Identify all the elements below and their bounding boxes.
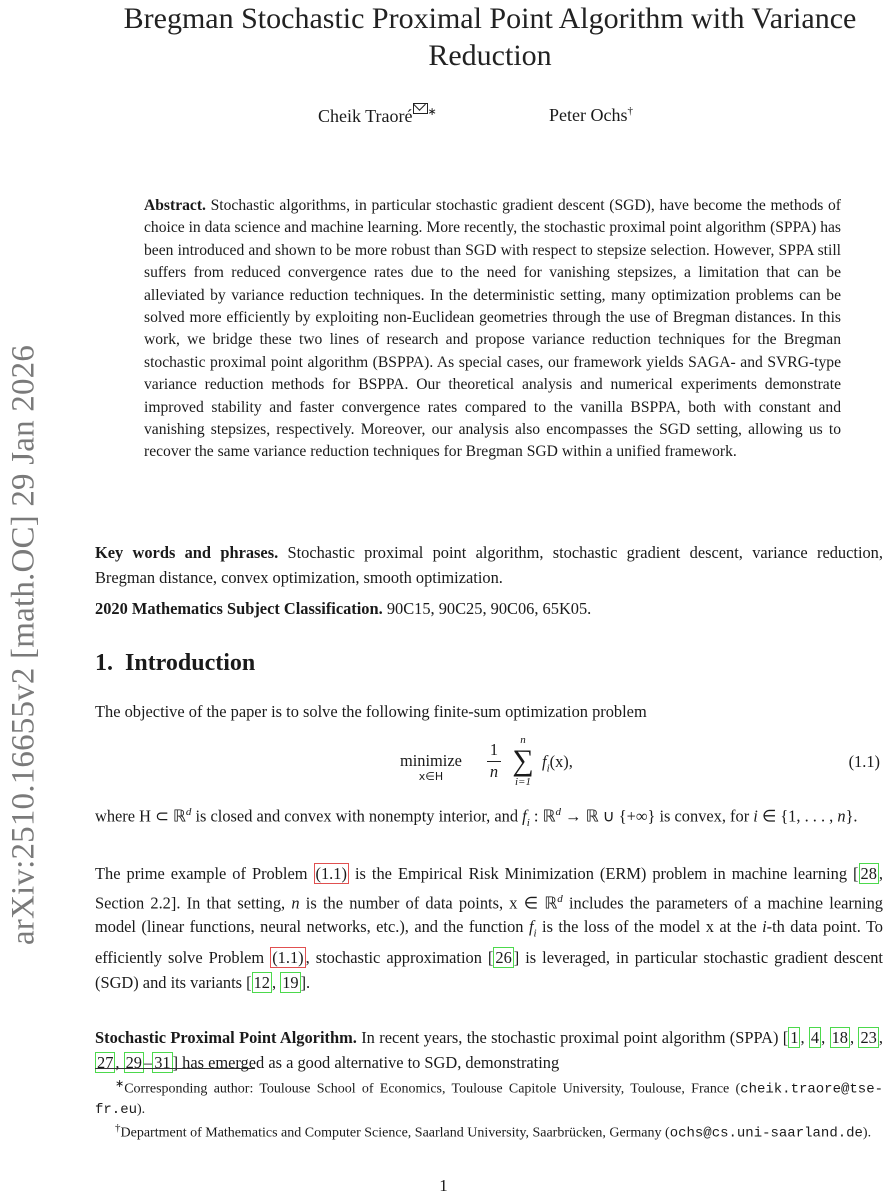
abstract-text: Stochastic algorithms, in particular stochastic gradient descent (SGD), have become the methods of choice in data science and machine learning. More recently, the stochastic proximal point algorithm (SPPA) has been introduced and shown to be more robust than SGD with respect to stepsize selection. However, SPPA still suffers from reduced convergence rates due to the need for vanishing stepsizes, a limitation that can be alleviated by variance reduction techniques. In the deterministic setting, many optimization problems can be solved more efficiently by exploiting non-Euclidean geometries through the use of Bregman distances. In this work, we bridge these two lines of research and propose variance reduction techniques for the Bregman stochastic proximal point algorithm (BSPPA). As special cases, our framework yields SAGA- and SVRG-type variance reduction methods for BSPPA. Our theoretical analysis and numerical experiments demonstrate improved stability and faster convergence rates compared to the vanilla BSPPA, both with constant and vanishing stepsizes, respectively. Moreover, our analysis also encompasses the SGD setting, allowing us to recover the same variance reduction techniques for Bregman SGD within a unified framework. (144, 197, 841, 461)
eq-sum-top: n (520, 734, 526, 746)
author-first (318, 105, 437, 127)
eq-ref-link[interactable]: (1.1) (272, 948, 304, 968)
p2-part: → ℝ ∪ {+∞} is convex, for (560, 806, 754, 826)
p3-part: is the loss of the model x at the (536, 917, 763, 937)
keywords (95, 541, 883, 590)
section-number: 1. (95, 650, 113, 676)
p2-part: is closed and convex with nonempty interior, and (191, 806, 523, 826)
page-number: 1 (439, 1176, 448, 1195)
intro-paragraph-3: The prime example of Problem (1.1) is the Empirical Risk Minimization (ERM) problem in machine learning [ 28 , Section 2.2]. In that setting, n is the number of data points, x ∈ ℝ$^d$ includes the parameters of a machine learning model (linear functions, neural networks, etc.), and the function $f_i$ is the loss of the model x at the i-th data point. To efficiently solve Problem (1.1) , stochastic approximation [ 26 ] is leveraged, in particular stochastic gradient descent (SGD) and its variants [ 12 , 19 ]. (95, 864, 884, 992)
mail-icon (413, 103, 428, 114)
footnote-1 (95, 1074, 883, 1120)
msc-classification (95, 597, 883, 622)
abstract (144, 195, 841, 464)
abstract-label: Abstract. (144, 197, 206, 214)
p3-f-sub: i (533, 927, 537, 940)
section-heading (95, 650, 255, 677)
citation-link[interactable]: 19 (282, 972, 299, 992)
eq-frac-den: n (489, 762, 499, 781)
p2-f-sub: i (526, 816, 530, 829)
p3-f: f (528, 917, 534, 937)
eq-operator (400, 751, 462, 783)
eq-body (542, 752, 573, 774)
title-line-2: Reduction (428, 39, 552, 72)
p4-part: In recent years, the stochastic proximal point algorithm (SPPA) (361, 1028, 783, 1047)
fn2-text: Department of Mathematics and Computer Science, Saarland University, Saarbrücken, Germany ( (120, 1125, 670, 1141)
arxiv-stamp (2, 195, 46, 1095)
citation-link[interactable]: 23 (860, 1028, 877, 1047)
intro-paragraph-2 (95, 800, 883, 835)
fn1-end: ). (137, 1101, 146, 1117)
citation-link[interactable]: 29 (125, 1052, 142, 1072)
eq-fraction (487, 740, 501, 782)
author-first-mark: ∗ (427, 106, 437, 118)
p3-part: is leveraged, in particular stochastic gradient descent (SGD) and its variants (95, 948, 883, 992)
eq-minimize-sub: x∈H (418, 770, 444, 783)
citation-link[interactable]: 28 (860, 864, 877, 883)
p3-part: includes the parameters of a machine learning model (linear functions, neural networks, etc.), and the function (95, 892, 883, 937)
eq-f-sub: i (546, 762, 550, 775)
eq-frac-num: 1 (489, 740, 499, 759)
citation-link[interactable]: 18 (831, 1028, 848, 1047)
msc-text: 90C15, 90C25, 90C06, 65K05. (386, 599, 592, 618)
p2-f: f (522, 806, 527, 826)
eq-ref-link[interactable]: (1.1) (315, 864, 347, 883)
eq-sum (509, 734, 537, 788)
p2-part: : ℝ (529, 806, 556, 826)
eq-minimize: minimize (400, 751, 462, 770)
equation-number: (1.1) (848, 752, 880, 771)
title-line-1: Bregman Stochastic Proximal Point Algorithm with Variance (123, 2, 857, 35)
p3-part: The prime example of Problem (95, 864, 314, 883)
fn1-email-link[interactable]: cheik.traore@tse-fr.eu (95, 1081, 883, 1118)
fn1-text: Corresponding author: Toulouse School of Economics, Toulouse Capitole University, Toulouse, France ( (124, 1081, 741, 1097)
p3-part: , stochastic approximation (305, 948, 488, 968)
citation-link[interactable]: 1 (790, 1028, 799, 1047)
citation-link[interactable]: 26 (495, 948, 512, 968)
fn2-end: ). (862, 1125, 872, 1141)
p2-n: n (837, 806, 846, 826)
msc-label: 2020 Mathematics Subject Classification. (95, 599, 383, 618)
keywords-text: Stochastic proximal point algorithm, stochastic gradient descent, variance reduction, Bregman distance, convex optimization, smooth optimization. (95, 543, 883, 587)
p2-part: where H ⊂ ℝ (95, 806, 186, 826)
citation-link[interactable]: 4 (810, 1028, 820, 1047)
citation-link[interactable]: 31 (154, 1052, 171, 1072)
p2-d: d (185, 806, 192, 818)
section-title: Introduction (125, 650, 256, 676)
intro-paragraph-1: The objective of the paper is to solve the following finite-sum optimization problem (95, 702, 647, 721)
author-first-name: Cheik Traoré (318, 106, 413, 126)
p3-part: is the Empirical Risk Minimization (ERM) problem in machine learning (348, 864, 854, 883)
eq-sum-bottom: i=1 (515, 776, 531, 788)
arxiv-stamp-text: arXiv:2510.16655v2 [math.OC] 29 Jan 2026 (5, 344, 42, 946)
p3-part: is the number of data points, x ∈ ℝ (299, 892, 558, 912)
p3-part: -th data point. To efficiently solve Problem (95, 917, 884, 968)
p2-part: }. (845, 806, 858, 826)
citation-link[interactable]: 27 (97, 1052, 114, 1072)
footnote-2 (95, 1118, 883, 1144)
sum-icon: ∑ (512, 744, 534, 777)
fn1-mark: ∗ (115, 1078, 125, 1090)
footnote-rule (95, 1068, 255, 1069)
p3-i: i (762, 917, 767, 937)
author-second-name: Peter Ochs (549, 105, 628, 125)
p3-part: , Section 2.2]. In that setting, (95, 864, 883, 912)
eq-arg: (x), (549, 752, 573, 771)
p4-part: has emerged as a good alternative to SGD, demonstrating (178, 1052, 560, 1072)
equation-1-1 (400, 734, 880, 798)
p4-label: Stochastic Proximal Point Algorithm. (95, 1028, 357, 1047)
author-second-mark: † (627, 105, 633, 117)
p2-i: i (753, 806, 758, 826)
author-second (549, 105, 633, 126)
keywords-label: Key words and phrases. (95, 543, 279, 562)
p2-part: ∈ {1, . . . , (757, 806, 838, 826)
eq-f: f (542, 752, 547, 771)
p3-n: n (291, 892, 300, 912)
fn2-email-link[interactable]: ochs@cs.uni-saarland.de (669, 1125, 863, 1142)
fn2-mark: † (115, 1122, 121, 1134)
citation-link[interactable]: 12 (253, 972, 270, 992)
intro-paragraph-4: Stochastic Proximal Point Algorithm. In recent years, the stochastic proximal point algorithm (SPPA) [ 1 , 4 , 18 , 23 , 27 , 29 – 31 ] has emerged as a good alternative to SGD, demonstrating (95, 1028, 883, 1072)
p2-d: d (555, 806, 561, 818)
p3-d: d (557, 892, 563, 905)
paper-title (95, 0, 885, 74)
